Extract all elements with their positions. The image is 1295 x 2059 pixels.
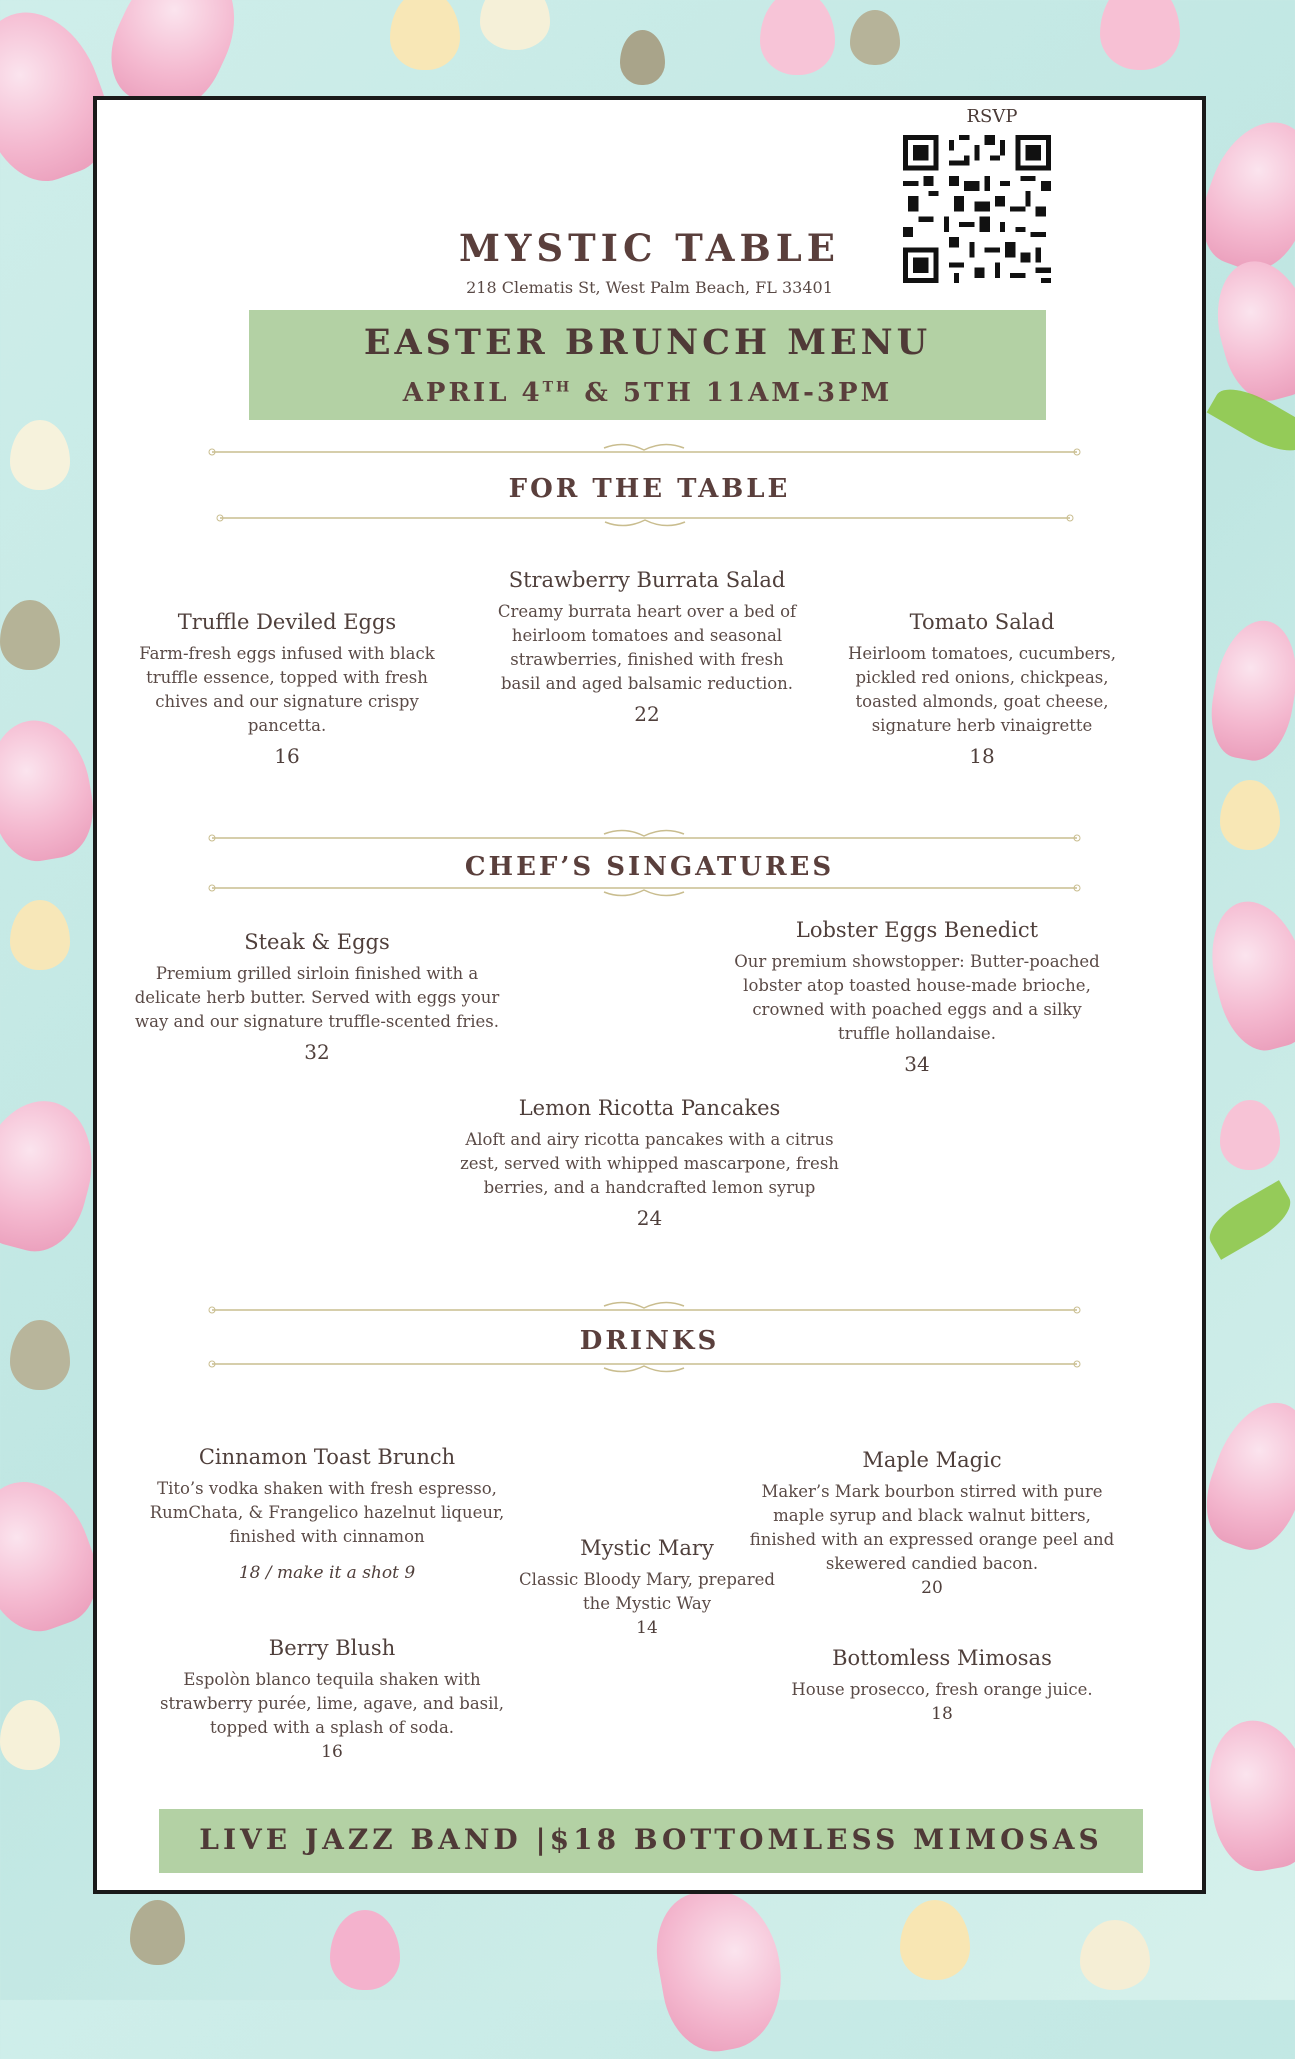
menu-item: [492, 568, 802, 726]
restaurant-address: 218 Clematis St, West Palm Beach, FL 33401: [466, 278, 833, 297]
item-price: 34: [904, 1052, 930, 1076]
menu-item: [742, 1448, 1122, 1598]
item-price: 16: [321, 1742, 343, 1762]
item-price: 32: [304, 1040, 330, 1064]
item-name: Steak & Eggs: [244, 930, 390, 954]
menu-date: APRIL 4TH & 5TH 11AM-3PM: [402, 378, 893, 408]
item-name: Tomato Salad: [909, 610, 1055, 634]
menu-item: [137, 1445, 517, 1583]
item-description: Farm-fresh eggs infused with black truffle essence, topped with fresh chives and our signature crispy pancetta.: [139, 644, 435, 735]
item-price: 18: [931, 1704, 953, 1724]
footer-text: LIVE JAZZ BAND |$18 BOTTOMLESS MIMOSAS: [199, 1823, 1103, 1856]
item-description: Classic Bloody Mary, prepared the Mystic Way: [519, 1570, 775, 1613]
item-name: Truffle Deviled Eggs: [177, 610, 397, 634]
item-price: 24: [636, 1206, 663, 1230]
item-description: Maker’s Mark bourbon stirred with pure maple syrup and black walnut bitters, finished with an expressed orange peel and skewered candied bacon.: [749, 1482, 1115, 1573]
item-name: Mystic Mary: [580, 1536, 714, 1560]
menu-item: [457, 1096, 842, 1230]
item-description: Heirloom tomatoes, cucumbers, pickled red onions, chickpeas, toasted almonds, goat cheese, signature herb vinaigrette: [848, 644, 1116, 735]
item-name: Lemon Ricotta Pancakes: [518, 1096, 781, 1120]
item-name: Lobster Eggs Benedict: [795, 918, 1039, 942]
section-title-chefs-signatures: CHEF’S SINGATURES: [464, 852, 835, 882]
rsvp-label: RSVP: [966, 106, 1018, 127]
item-price: 20: [921, 1578, 943, 1598]
item-description: Aloft and airy ricotta pancakes with a citrus zest, served with whipped mascarpone, fresh berries, and a handcrafted lemon syrup: [460, 1130, 839, 1197]
restaurant-title: MYSTIC TABLE: [459, 226, 840, 270]
menu-item: [777, 1646, 1107, 1724]
item-description: Espolòn blanco tequila shaken with strawberry purée, lime, agave, and basil, topped with a splash of soda.: [160, 1670, 504, 1737]
item-price: 22: [634, 702, 660, 726]
menu-title: EASTER BRUNCH MENU: [363, 322, 932, 363]
item-price: 16: [274, 744, 300, 768]
item-description: Creamy burrata heart over a bed of heirloom tomatoes and seasonal strawberries, finished with fresh basil and aged balsamic reduction.: [497, 602, 797, 693]
ornament-divider-icon: [207, 442, 1082, 462]
item-name: Maple Magic: [862, 1448, 1002, 1472]
item-description: House prosecco, fresh orange juice.: [791, 1680, 1093, 1699]
item-name: Bottomless Mimosas: [832, 1646, 1052, 1670]
menu-banner: [249, 310, 1046, 420]
menu-item: [837, 610, 1127, 768]
ornament-divider-icon: [215, 512, 1075, 532]
menu-item: [127, 930, 507, 1064]
ornament-divider-icon: [207, 882, 1082, 902]
menu-item: [157, 1636, 507, 1762]
item-name: Cinnamon Toast Brunch: [198, 1445, 456, 1469]
item-price: 18 / make it a shot 9: [238, 1563, 416, 1583]
section-title-for-the-table: FOR THE TABLE: [508, 474, 791, 504]
section-title-drinks: DRINKS: [579, 1326, 720, 1356]
item-description: Our premium showstopper: Butter-poached lobster atop toasted house-made brioche, crowned with poached eggs and a silky truffle hollandaise.: [734, 952, 1100, 1043]
item-price: 18: [969, 744, 995, 768]
item-name: Berry Blush: [268, 1636, 396, 1660]
menu-card: [93, 96, 1206, 1894]
item-description: Tito’s vodka shaken with fresh espresso, RumChata, & Frangelico hazelnut liqueur, finished with cinnamon: [149, 1479, 505, 1546]
item-name: Strawberry Burrata Salad: [508, 568, 786, 592]
item-description: Premium grilled sirloin finished with a delicate herb butter. Served with eggs your way and our signature truffle-scented fries.: [134, 964, 500, 1031]
ornament-divider-icon: [207, 1298, 1082, 1318]
ornament-divider-icon: [207, 824, 1082, 844]
footer-banner: [159, 1809, 1143, 1873]
ornament-divider-icon: [207, 1358, 1082, 1378]
menu-item: [137, 610, 437, 768]
item-price: 14: [636, 1618, 658, 1638]
menu-item: [727, 918, 1107, 1076]
